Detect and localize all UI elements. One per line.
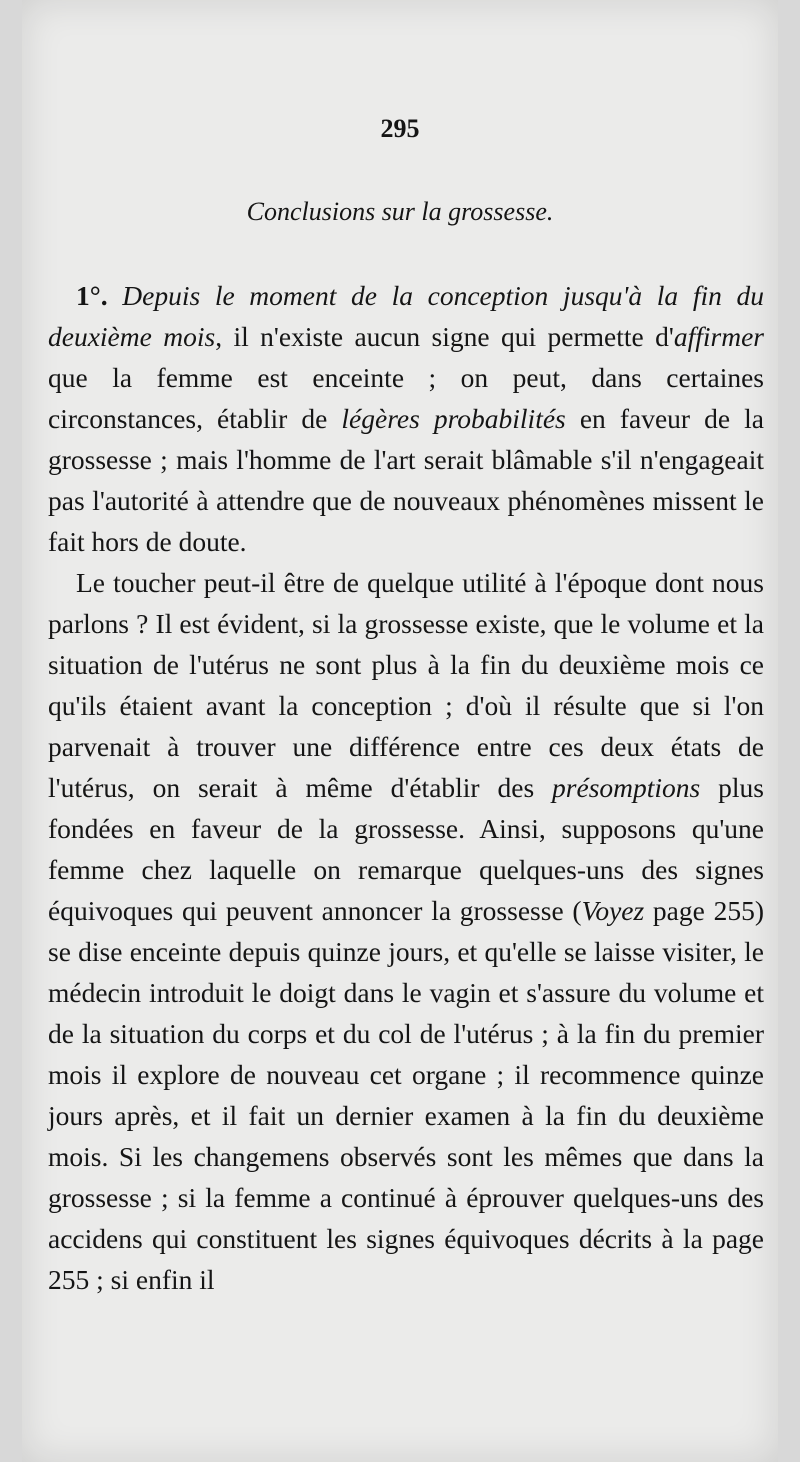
text-span: page 255) se dise enceinte depuis quinze jours, et qu'elle se laisse visiter, le médecin introduit le doigt dans le vagin et s'assure du volume et de la situation du corps et du col de l'utérus ; à la fin du premier mois il explore de nouveau cet organe ; il recommence quinze jours après, et il fait un dernier examen à la fin du deuxième mois. Si les changemens observés sont les mêmes que dans la grossesse ; si la femme a continué à éprouver quelques-uns des accidens qui constituent les signes équivoques décrits à la page 255 ; si enfin il <box>48 895 764 1295</box>
text-span: Le toucher peut-il être de quelque utilité à l'époque dont nous parlons ? Il est évident, si la grossesse existe, que le volume et la situation de l'utérus ne sont plus à la fin du deuxième mois ce qu'ils étaient avant la conception ; d'où il résulte que si l'on parvenait à trouver une différence entre ces deux états de l'utérus, on serait à même d'établir des <box>48 567 764 803</box>
section-heading: Conclusions sur la grossesse. <box>246 197 554 226</box>
page-number: 295 <box>380 114 420 143</box>
text-span: plus fondées en faveur de la grossesse. Ainsi, supposons qu'une femme chez laquelle on remarque quelques-uns des signes équivoques qui peuvent annoncer la grossesse ( <box>48 772 764 926</box>
emphasis-probabilites: légères probabilités <box>341 403 566 434</box>
book-page <box>22 0 778 1462</box>
text-span: en faveur de la grossesse ; mais l'homme de l'art serait blâmable s'il n'engageait pas l'autorité à attendre que de nouveaux phénomènes missent le fait hors de doute. <box>48 403 764 557</box>
emphasis-voyez: Voyez <box>581 895 645 926</box>
text-span: que la femme est enceinte ; on peut, dans certaines circonstances, établir de <box>48 362 764 434</box>
paragraph-1 <box>48 275 764 562</box>
emphasis-affirmer: affirmer <box>673 321 764 352</box>
paragraph-2 <box>48 562 764 1300</box>
emphasis-presomptions: présomptions <box>552 772 701 803</box>
emphasis-timeframe: Depuis le moment de la conception jusqu'à la fin du deuxième mois <box>48 280 764 352</box>
text-span: , il n'existe aucun signe qui permette d' <box>215 321 674 352</box>
paragraph-number: 1°. <box>76 280 123 311</box>
body-text <box>48 275 764 1300</box>
